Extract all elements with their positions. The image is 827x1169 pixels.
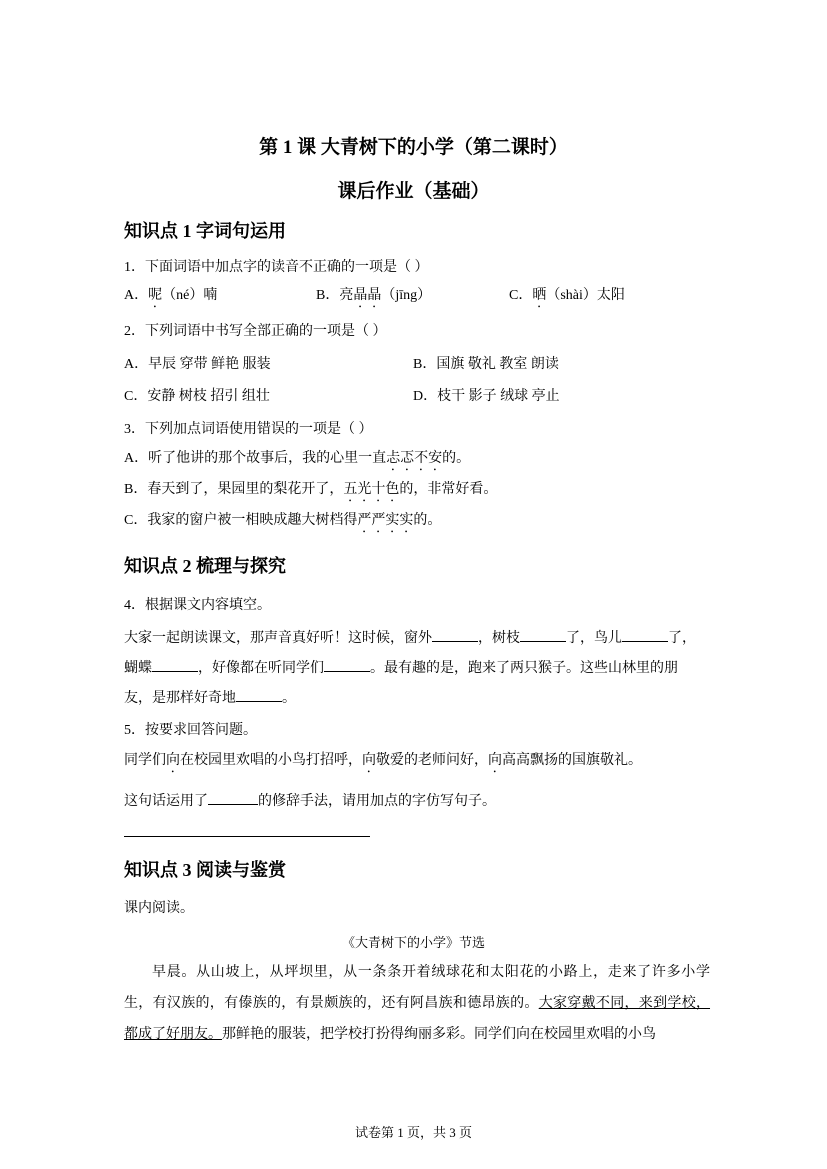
q3-stem: 3．下列加点词语使用错误的一项是（ ） — [124, 422, 373, 437]
text: 了， — [668, 631, 696, 646]
opt-text: （shài）太阳 — [546, 288, 625, 303]
text: ，好像都在听同学们 — [198, 661, 324, 676]
opt-text: 的。 — [442, 451, 471, 466]
reading-passage — [124, 957, 710, 1050]
q5-sentence — [124, 752, 642, 776]
dotted-word: 五光十色 — [343, 482, 400, 497]
fill-blank[interactable] — [520, 627, 566, 642]
text: 大家一起朗读课文，那声音真好听！这时候，窗外 — [124, 631, 432, 646]
q5-question — [124, 790, 496, 811]
fill-blank[interactable] — [208, 790, 258, 805]
opt-text: B．亮 — [316, 288, 354, 303]
opt-text: （jīng） — [381, 288, 432, 303]
dotted-word: 忐忑不安 — [386, 451, 443, 466]
q4-line-2 — [124, 657, 678, 678]
dotted-char: 向 — [166, 753, 180, 768]
q2-option-a: A．早辰 穿带 鲜艳 服装 — [124, 357, 271, 372]
fill-blank[interactable] — [236, 687, 282, 702]
q1-option-a — [124, 287, 217, 311]
q1-stem: 1．下面词语中加点字的读音不正确的一项是（ ） — [124, 260, 429, 275]
q4-stem: 4．根据课文内容填空。 — [124, 598, 271, 613]
fill-blank[interactable] — [324, 657, 370, 672]
text: 的修辞手法，请用加点的字仿写句子。 — [258, 794, 496, 809]
dotted-char: 向 — [362, 753, 376, 768]
reading-title: 《大青树下的小学》节选 — [341, 935, 485, 950]
q2-option-b: B．国旗 敬礼 教室 朗读 — [413, 357, 559, 372]
section-heading-1: 知识点 1 字词句运用 — [124, 221, 286, 241]
dotted-char: 向 — [488, 753, 502, 768]
q3-option-b — [124, 481, 497, 505]
fill-blank[interactable] — [152, 657, 198, 672]
section-heading-2: 知识点 2 梳理与探究 — [124, 556, 286, 576]
page-subtitle: 课后作业（基础） — [337, 181, 490, 202]
text: 了，鸟儿 — [566, 631, 622, 646]
page-footer: 试卷第 1 页，共 3 页 — [354, 1125, 472, 1140]
text: 在校园里欢唱的小鸟打招呼， — [180, 753, 362, 768]
reading-intro: 课内阅读。 — [124, 901, 194, 916]
fill-blank[interactable] — [432, 627, 478, 642]
passage-text: 那鲜艳的服装，把学校打扮得绚丽多彩。同学们向在校园里欢唱的小鸟 — [222, 1027, 656, 1042]
text: 同学们 — [124, 753, 166, 768]
q2-option-c: C．安静 树枝 招引 组壮 — [124, 389, 270, 404]
q2-stem: 2．下列词语中书写全部正确的一项是（ ） — [124, 324, 387, 339]
q1-option-c — [509, 287, 625, 311]
underlined-sentence: 大家穿戴不同，来到学校，都成了好朋友。 — [124, 996, 711, 1042]
q1-option-b — [316, 287, 431, 311]
dotted-char: 晒 — [532, 288, 547, 303]
dotted-char: 呢 — [148, 288, 163, 303]
opt-text: 的。 — [413, 513, 442, 528]
text: 高高飘扬的国旗敬礼。 — [502, 753, 642, 768]
page-title: 第 1 课 大青树下的小学（第二课时） — [259, 137, 568, 158]
opt-text: A．听了他讲的那个故事后，我的心里一直 — [124, 451, 387, 466]
opt-text: B．春天到了，果园里的梨花开了， — [124, 482, 344, 497]
text: 这句话运用了 — [124, 794, 208, 809]
opt-text: 的，非常好看。 — [399, 482, 498, 497]
section-heading-3: 知识点 3 阅读与鉴赏 — [124, 860, 286, 880]
text: ，树枝 — [478, 631, 520, 646]
q4-line-1 — [124, 627, 696, 648]
text: 友，是那样好奇地 — [124, 691, 236, 706]
text: 。最有趣的是，跑来了两只猴子。这些山林里的朋 — [370, 661, 678, 676]
dotted-char: 晶晶 — [353, 288, 382, 303]
text: 敬爱的老师问好， — [376, 753, 488, 768]
dotted-word: 严严实实 — [357, 513, 414, 528]
fill-blank[interactable] — [622, 627, 668, 642]
q2-option-d: D．枝干 影子 绒球 亭止 — [413, 389, 560, 404]
opt-text: C．我家的窗户被一相映成趣大树档得 — [124, 513, 358, 528]
opt-text: （né）喃 — [162, 288, 218, 303]
opt-text: A． — [124, 288, 149, 303]
q5-stem: 5．按要求回答问题。 — [124, 723, 257, 738]
q3-option-c — [124, 512, 441, 536]
passage-text: 早晨。从山坡上，从坪坝里，从一条条开着绒球花和太阳花的小路上，走来了许多小学生，有汉族的，有傣族的，有景颇族的，还有阿昌族和德昂族的。 — [124, 965, 710, 1011]
q3-option-a — [124, 450, 470, 474]
text: 。 — [282, 691, 296, 706]
opt-text: C． — [509, 288, 533, 303]
q4-line-3 — [124, 687, 296, 708]
text: 蝴蝶 — [124, 661, 152, 676]
answer-line[interactable] — [124, 836, 370, 837]
